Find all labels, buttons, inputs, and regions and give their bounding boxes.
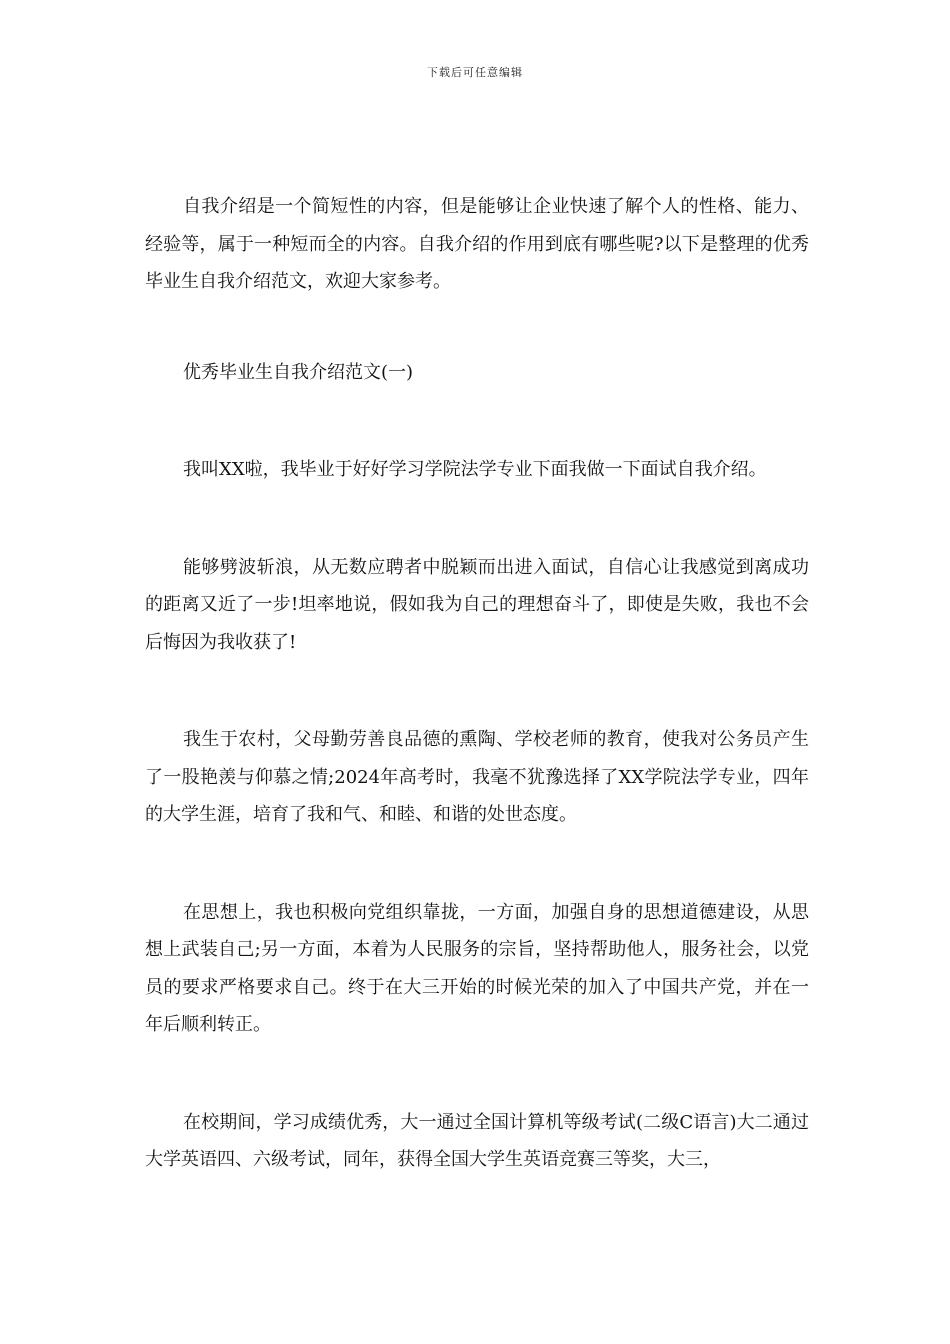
document-body — [145, 188, 809, 1179]
page-header-note: 下载后可任意编辑 — [427, 66, 523, 79]
paragraph-background: 我生于农村，父母勤劳善良品德的熏陶、学校老师的教育，使我对公务员产生了一股艳羡与仰慕之情;2024年高考时，我毫不犹豫选择了XX学院法学专业，四年的大学生涯，培育了我和气、和睦、和谐的处世态度。 — [145, 729, 809, 825]
paragraph-confidence: 能够劈波斩浪，从无数应聘者中脱颖而出进入面试，自信心让我感觉到离成功的距离又近了一步!坦率地说，假如我为自己的理想奋斗了，即使是失败，我也不会后悔因为我收获了! — [145, 556, 809, 653]
paragraph-name: 我叫XX啦，我毕业于好好学习学院法学专业下面我做一下面试自我介绍。 — [183, 459, 767, 480]
paragraph-ideology: 在思想上，我也积极向党组织靠拢，一方面，加强自身的思想道德建设，从思想上武装自己;另一方面，本着为人民服务的宗旨，坚持帮助他人，服务社会，以党员的要求严格要求自己。终于在大三开始的时候光荣的加入了中国共产党，并在一年后顺利转正。 — [145, 901, 809, 1035]
paragraph-achievements: 在校期间，学习成绩优秀，大一通过全国计算机等级考试(二级C语言)大二通过大学英语四、六级考试，同年，获得全国大学生英语竞赛三等奖，大三， — [145, 1111, 809, 1170]
intro-paragraph: 自我介绍是一个简短性的内容，但是能够让企业快速了解个人的性格、能力、经验等，属于一种短而全的内容。自我介绍的作用到底有哪些呢?以下是整理的优秀毕业生自我介绍范文，欢迎大家参考。 — [145, 196, 809, 292]
section-title: 优秀毕业生自我介绍范文(一) — [183, 361, 414, 383]
